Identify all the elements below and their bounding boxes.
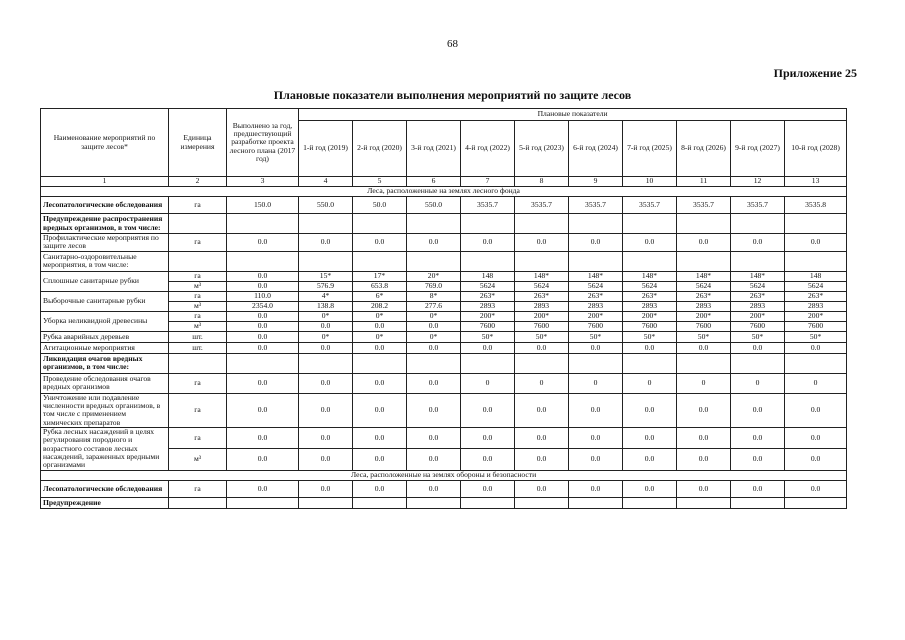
- value-cell: 0.0: [785, 428, 847, 449]
- value-cell: 200*: [515, 311, 569, 321]
- value-cell: [353, 353, 407, 373]
- value-cell: 15*: [299, 271, 353, 281]
- value-cell: 0.0: [353, 342, 407, 353]
- value-cell: [569, 251, 623, 271]
- value-cell: [299, 251, 353, 271]
- value-cell: 0.0: [299, 449, 353, 470]
- column-number: 6: [407, 177, 461, 187]
- value-cell: 20*: [407, 271, 461, 281]
- value-cell: 0.0: [785, 480, 847, 497]
- value-cell: 0.0: [569, 428, 623, 449]
- value-cell: 0.0: [515, 234, 569, 252]
- value-cell: 200*: [461, 311, 515, 321]
- measure-unit: шт.: [169, 331, 227, 342]
- value-cell: 0.0: [407, 428, 461, 449]
- measure-name: Лесопатологические обследования: [41, 480, 169, 497]
- value-cell: 7600: [569, 321, 623, 331]
- value-cell: 7600: [677, 321, 731, 331]
- column-number: 12: [731, 177, 785, 187]
- value-cell: 0.0: [515, 428, 569, 449]
- value-cell: 0.0: [407, 321, 461, 331]
- measure-unit: га: [169, 373, 227, 393]
- value-cell: 0.0: [569, 393, 623, 427]
- value-cell: 0.0: [731, 393, 785, 427]
- value-cell: [515, 353, 569, 373]
- header-year: 7-й год (2025): [623, 121, 677, 177]
- value-cell: 769.0: [407, 281, 461, 291]
- value-cell: 0.0: [353, 480, 407, 497]
- value-cell: [785, 251, 847, 271]
- table-row: [41, 291, 847, 301]
- value-cell: 148*: [515, 271, 569, 281]
- column-number: 13: [785, 177, 847, 187]
- value-cell: 6*: [353, 291, 407, 301]
- value-cell: [785, 497, 847, 508]
- measure-unit: [169, 353, 227, 373]
- measure-name: Ликвидация очагов вредных организмов, в том числе:: [41, 353, 169, 373]
- header-year: 4-й год (2022): [461, 121, 515, 177]
- value-cell: 0: [569, 373, 623, 393]
- value-cell: 50*: [461, 331, 515, 342]
- header-year: 2-й год (2020): [353, 121, 407, 177]
- table-row: [41, 342, 847, 353]
- value-cell: [785, 353, 847, 373]
- value-cell: 3535.7: [731, 197, 785, 214]
- value-cell: 0.0: [785, 393, 847, 427]
- value-cell: 263*: [623, 291, 677, 301]
- value-cell: 0.0: [731, 234, 785, 252]
- value-cell: 0.0: [677, 342, 731, 353]
- value-cell: 0*: [353, 311, 407, 321]
- value-cell: 3535.8: [785, 197, 847, 214]
- value-cell: 0.0: [353, 321, 407, 331]
- value-cell: 0.0: [461, 480, 515, 497]
- value-cell: [677, 251, 731, 271]
- value-cell: 0.0: [569, 449, 623, 470]
- value-cell: 0.0: [227, 234, 299, 252]
- value-cell: 148*: [623, 271, 677, 281]
- value-cell: 0.0: [569, 342, 623, 353]
- measure-unit: м³: [169, 321, 227, 331]
- table-row: [41, 428, 847, 449]
- measure-unit: [169, 214, 227, 234]
- value-cell: 50*: [623, 331, 677, 342]
- value-cell: [623, 353, 677, 373]
- header-year: 3-й год (2021): [407, 121, 461, 177]
- value-cell: [785, 214, 847, 234]
- measure-name: Предупреждение распространения вредных организмов, в том числе:: [41, 214, 169, 234]
- value-cell: [623, 214, 677, 234]
- value-cell: 0.0: [569, 234, 623, 252]
- value-cell: 0.0: [731, 342, 785, 353]
- value-cell: 0: [731, 373, 785, 393]
- value-cell: 0.0: [731, 449, 785, 470]
- value-cell: 200*: [731, 311, 785, 321]
- value-cell: [515, 214, 569, 234]
- measure-unit: м³: [169, 281, 227, 291]
- value-cell: 0.0: [623, 428, 677, 449]
- value-cell: 5624: [623, 281, 677, 291]
- value-cell: 148*: [677, 271, 731, 281]
- value-cell: 0.0: [353, 428, 407, 449]
- value-cell: 0.0: [461, 234, 515, 252]
- value-cell: 0.0: [299, 321, 353, 331]
- header-unit: Единица измерения: [169, 109, 227, 177]
- measure-name: Выборочные санитарные рубки: [41, 291, 169, 311]
- value-cell: 0*: [299, 331, 353, 342]
- value-cell: 7600: [731, 321, 785, 331]
- value-cell: 0.0: [569, 480, 623, 497]
- column-number: 1: [41, 177, 169, 187]
- value-cell: 0.0: [677, 393, 731, 427]
- value-cell: 4*: [299, 291, 353, 301]
- value-cell: 263*: [515, 291, 569, 301]
- value-cell: 0.0: [407, 234, 461, 252]
- value-cell: 0.0: [623, 234, 677, 252]
- value-cell: 0.0: [227, 321, 299, 331]
- value-cell: 0.0: [785, 234, 847, 252]
- value-cell: [227, 353, 299, 373]
- value-cell: 2893: [461, 301, 515, 311]
- value-cell: [299, 497, 353, 508]
- value-cell: 200*: [677, 311, 731, 321]
- value-cell: 3535.7: [569, 197, 623, 214]
- value-cell: [353, 251, 407, 271]
- value-cell: 148*: [731, 271, 785, 281]
- column-number: 11: [677, 177, 731, 187]
- value-cell: [731, 214, 785, 234]
- value-cell: 550.0: [407, 197, 461, 214]
- value-cell: 0.0: [299, 342, 353, 353]
- measure-unit: шт.: [169, 342, 227, 353]
- value-cell: 0.0: [677, 480, 731, 497]
- value-cell: 0*: [407, 331, 461, 342]
- value-cell: 277.6: [407, 301, 461, 311]
- column-number: 2: [169, 177, 227, 187]
- measure-name: Рубка аварийных деревьев: [41, 331, 169, 342]
- value-cell: [353, 214, 407, 234]
- column-number: 9: [569, 177, 623, 187]
- value-cell: 576.9: [299, 281, 353, 291]
- column-number: 5: [353, 177, 407, 187]
- value-cell: 0.0: [299, 373, 353, 393]
- value-cell: 0*: [407, 311, 461, 321]
- page-title: Плановые показатели выполнения мероприятий по защите лесов: [273, 88, 632, 102]
- value-cell: 0*: [353, 331, 407, 342]
- value-cell: 7600: [461, 321, 515, 331]
- value-cell: 2893: [731, 301, 785, 311]
- measure-unit: [169, 497, 227, 508]
- column-number: 7: [461, 177, 515, 187]
- measure-name: Лесопатологические обследования: [41, 197, 169, 214]
- measure-name: Уничтожение или подавление численности вредных организмов, в том числе с применением химических препаратов: [41, 393, 169, 427]
- value-cell: 148: [785, 271, 847, 281]
- value-cell: [299, 214, 353, 234]
- header-year: 5-й год (2023): [515, 121, 569, 177]
- table-row: [41, 373, 847, 393]
- measure-unit: [169, 251, 227, 271]
- measure-name: Профилактические мероприятия по защите лесов: [41, 234, 169, 252]
- value-cell: 0.0: [227, 373, 299, 393]
- value-cell: 50*: [569, 331, 623, 342]
- measure-unit: га: [169, 393, 227, 427]
- value-cell: 5624: [731, 281, 785, 291]
- value-cell: 148*: [569, 271, 623, 281]
- value-cell: 0.0: [227, 428, 299, 449]
- page-number: 68: [447, 38, 458, 50]
- value-cell: 0.0: [731, 480, 785, 497]
- value-cell: 0.0: [227, 480, 299, 497]
- measure-name: Проведение обследования очагов вредных организмов: [41, 373, 169, 393]
- measure-unit: га: [169, 480, 227, 497]
- value-cell: 0.0: [227, 393, 299, 427]
- value-cell: 0.0: [623, 393, 677, 427]
- value-cell: 263*: [461, 291, 515, 301]
- value-cell: 50*: [785, 331, 847, 342]
- value-cell: [623, 251, 677, 271]
- value-cell: 5624: [461, 281, 515, 291]
- value-cell: [227, 214, 299, 234]
- value-cell: 653.8: [353, 281, 407, 291]
- table-row: [41, 214, 847, 234]
- value-cell: [407, 353, 461, 373]
- table-row: [41, 271, 847, 281]
- value-cell: [731, 251, 785, 271]
- value-cell: [569, 214, 623, 234]
- value-cell: 200*: [623, 311, 677, 321]
- value-cell: 0.0: [227, 311, 299, 321]
- header-year: 6-й год (2024): [569, 121, 623, 177]
- section-row: Леса, расположенные на землях лесного фонда: [41, 187, 847, 197]
- value-cell: 0.0: [353, 373, 407, 393]
- measure-name: Санитарно-оздоровительные мероприятия, в том числе:: [41, 251, 169, 271]
- value-cell: 0.0: [461, 428, 515, 449]
- value-cell: [677, 497, 731, 508]
- measure-name: Агитационные мероприятия: [41, 342, 169, 353]
- value-cell: [407, 497, 461, 508]
- measure-name: Рубка лесных насаждений в целях регулирования породного и возрастного составов лесных насаждений, зараженных вредными организмами: [41, 428, 169, 471]
- value-cell: 0.0: [785, 449, 847, 470]
- value-cell: [461, 214, 515, 234]
- table-row: [41, 311, 847, 321]
- value-cell: [731, 497, 785, 508]
- value-cell: 3535.7: [461, 197, 515, 214]
- value-cell: 50*: [677, 331, 731, 342]
- measure-unit: га: [169, 291, 227, 301]
- table-row: [41, 480, 847, 497]
- value-cell: 50*: [515, 331, 569, 342]
- measure-unit: га: [169, 271, 227, 281]
- value-cell: 0.0: [461, 449, 515, 470]
- value-cell: 0.0: [353, 393, 407, 427]
- value-cell: 0.0: [407, 449, 461, 470]
- value-cell: 3535.7: [623, 197, 677, 214]
- value-cell: [623, 497, 677, 508]
- value-cell: 0.0: [515, 449, 569, 470]
- column-number: 10: [623, 177, 677, 187]
- value-cell: 0.0: [407, 393, 461, 427]
- value-cell: 148: [461, 271, 515, 281]
- value-cell: 0: [785, 373, 847, 393]
- value-cell: 0.0: [623, 449, 677, 470]
- value-cell: 0.0: [227, 342, 299, 353]
- value-cell: 0: [515, 373, 569, 393]
- value-cell: 8*: [407, 291, 461, 301]
- header-year: 8-й год (2026): [677, 121, 731, 177]
- table-row: [41, 353, 847, 373]
- table-row: [41, 331, 847, 342]
- value-cell: 263*: [569, 291, 623, 301]
- measure-unit: га: [169, 311, 227, 321]
- value-cell: [353, 497, 407, 508]
- header-year: 9-й год (2027): [731, 121, 785, 177]
- header-name: Наименование мероприятий по защите лесов*: [41, 109, 169, 177]
- table-row: [41, 497, 847, 508]
- measure-unit: га: [169, 197, 227, 214]
- value-cell: [407, 214, 461, 234]
- value-cell: 0: [461, 373, 515, 393]
- value-cell: 263*: [731, 291, 785, 301]
- section-row: Леса, расположенные на землях обороны и безопасности: [41, 470, 847, 480]
- table-row: [41, 197, 847, 214]
- value-cell: 0.0: [407, 373, 461, 393]
- value-cell: 263*: [677, 291, 731, 301]
- measure-unit: м³: [169, 301, 227, 311]
- value-cell: [227, 497, 299, 508]
- value-cell: 0.0: [785, 342, 847, 353]
- value-cell: 3535.7: [515, 197, 569, 214]
- value-cell: 7600: [515, 321, 569, 331]
- value-cell: [677, 353, 731, 373]
- value-cell: 0.0: [299, 234, 353, 252]
- table-row: [41, 393, 847, 427]
- value-cell: 5624: [515, 281, 569, 291]
- value-cell: 110.0: [227, 291, 299, 301]
- value-cell: 150.0: [227, 197, 299, 214]
- value-cell: [515, 251, 569, 271]
- value-cell: 3535.7: [677, 197, 731, 214]
- value-cell: 2354.0: [227, 301, 299, 311]
- value-cell: 200*: [785, 311, 847, 321]
- value-cell: 0.0: [677, 449, 731, 470]
- value-cell: 0.0: [227, 271, 299, 281]
- table-row: [41, 251, 847, 271]
- value-cell: 7600: [785, 321, 847, 331]
- value-cell: 0.0: [299, 428, 353, 449]
- value-cell: [227, 251, 299, 271]
- value-cell: 0.0: [227, 331, 299, 342]
- value-cell: [461, 353, 515, 373]
- value-cell: 0.0: [407, 342, 461, 353]
- value-cell: 2893: [677, 301, 731, 311]
- value-cell: [461, 497, 515, 508]
- header-planned: Плановые показатели: [299, 109, 847, 121]
- value-cell: [569, 497, 623, 508]
- measures-table: [40, 108, 847, 509]
- value-cell: [299, 353, 353, 373]
- value-cell: [407, 251, 461, 271]
- value-cell: 0.0: [227, 449, 299, 470]
- value-cell: [677, 214, 731, 234]
- value-cell: 0.0: [623, 342, 677, 353]
- value-cell: 0.0: [299, 393, 353, 427]
- appendix-label: Приложение 25: [773, 66, 857, 80]
- value-cell: 2893: [623, 301, 677, 311]
- value-cell: 138.8: [299, 301, 353, 311]
- value-cell: [569, 353, 623, 373]
- value-cell: 5624: [785, 281, 847, 291]
- header-year: 1-й год (2019): [299, 121, 353, 177]
- value-cell: 0.0: [461, 342, 515, 353]
- measure-unit: га: [169, 428, 227, 449]
- value-cell: 0.0: [623, 480, 677, 497]
- value-cell: 0.0: [227, 281, 299, 291]
- value-cell: 0: [623, 373, 677, 393]
- measure-unit: м³: [169, 449, 227, 470]
- value-cell: 208.2: [353, 301, 407, 311]
- value-cell: 0.0: [353, 234, 407, 252]
- value-cell: 50*: [731, 331, 785, 342]
- value-cell: [731, 353, 785, 373]
- value-cell: 50.0: [353, 197, 407, 214]
- header-year: 10-й год (2028): [785, 121, 847, 177]
- value-cell: 0.0: [677, 428, 731, 449]
- measure-name: Сплошные санитарные рубки: [41, 271, 169, 291]
- value-cell: 0.0: [515, 393, 569, 427]
- value-cell: [515, 497, 569, 508]
- column-number: 8: [515, 177, 569, 187]
- column-number: 4: [299, 177, 353, 187]
- value-cell: [461, 251, 515, 271]
- value-cell: 0.0: [731, 428, 785, 449]
- value-cell: 5624: [569, 281, 623, 291]
- value-cell: 0.0: [461, 393, 515, 427]
- value-cell: 0.0: [515, 342, 569, 353]
- value-cell: 2893: [569, 301, 623, 311]
- value-cell: 7600: [623, 321, 677, 331]
- value-cell: 2893: [515, 301, 569, 311]
- value-cell: 0.0: [407, 480, 461, 497]
- value-cell: 0.0: [677, 234, 731, 252]
- value-cell: 0.0: [353, 449, 407, 470]
- value-cell: 263*: [785, 291, 847, 301]
- value-cell: 0.0: [515, 480, 569, 497]
- value-cell: 0.0: [299, 480, 353, 497]
- table-row: [41, 234, 847, 252]
- measure-name: Предупреждение: [41, 497, 169, 508]
- value-cell: 17*: [353, 271, 407, 281]
- value-cell: 200*: [569, 311, 623, 321]
- header-done: Выполнено за год, предшествующий разработке проекта лесного плана (2017 год): [227, 109, 299, 177]
- measure-name: Уборка неликвидной древесины: [41, 311, 169, 331]
- value-cell: 2893: [785, 301, 847, 311]
- measure-unit: га: [169, 234, 227, 252]
- value-cell: 0: [677, 373, 731, 393]
- value-cell: 550.0: [299, 197, 353, 214]
- column-number: 3: [227, 177, 299, 187]
- value-cell: 5624: [677, 281, 731, 291]
- value-cell: 0*: [299, 311, 353, 321]
